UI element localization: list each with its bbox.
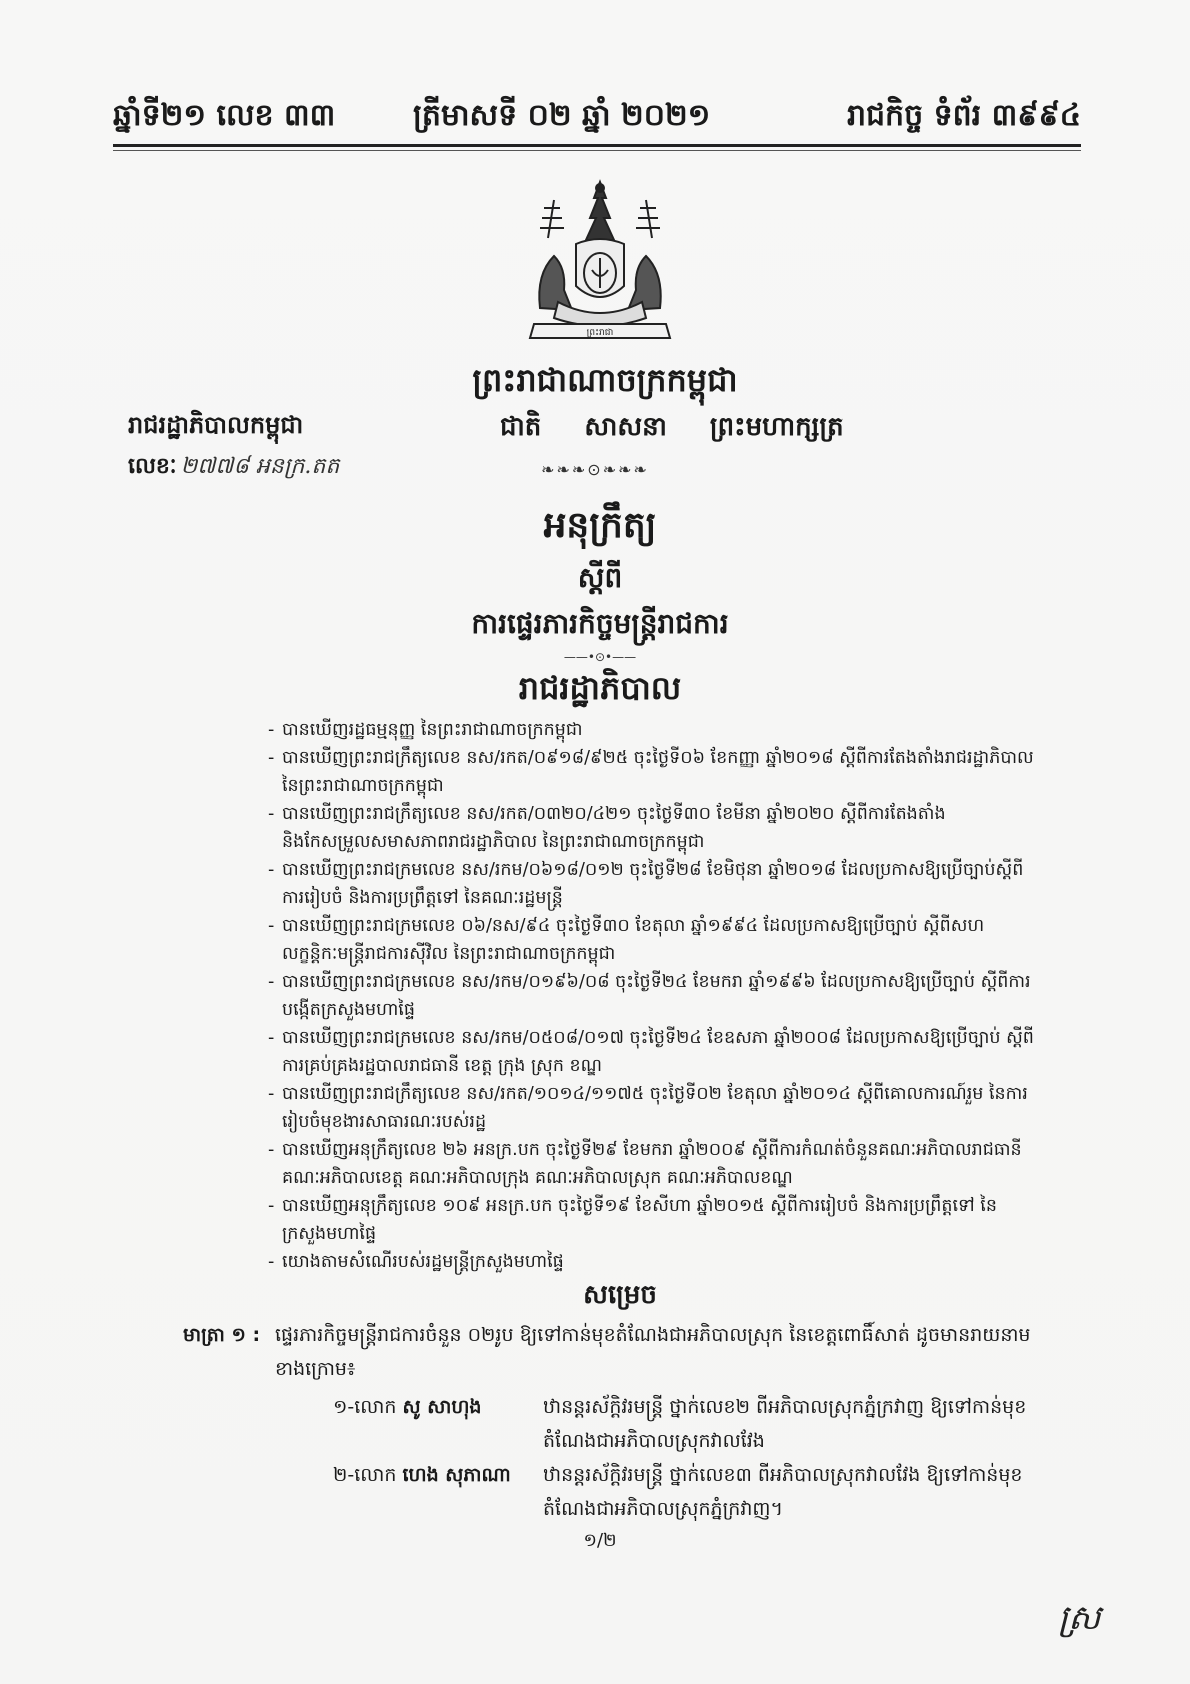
motto-religion: សាសនា bbox=[584, 412, 667, 442]
preamble-item: - បានឃើញព្រះរាជក្រមលេខ នស/រកម/០៥០៨/០១៧ ចុះថ្ងៃទី២៤ ខែឧសភា ឆ្នាំ២០០៨ ដែលប្រកាសឱ្យប្រើច្បាប់ ស្ដីពីការគ្រប់គ្រងរដ្ឋបាលរាជធានី ខេត្ត ក្រុង ស្រុក ខណ្ឌ bbox=[268, 1024, 1038, 1080]
emblem-ribbon: ព្រះរាជា bbox=[586, 328, 614, 338]
article-1-label: មាត្រា ១ : bbox=[183, 1324, 261, 1346]
preamble-item: - បានឃើញរដ្ឋធម្មនុញ្ញ នៃព្រះរាជាណាចក្រកម្ពុជា bbox=[268, 716, 1038, 744]
title-issuer: រាជរដ្ឋាភិបាល bbox=[518, 669, 682, 707]
person-1-prefix: ១-លោក bbox=[333, 1396, 397, 1418]
preamble-item: - បានឃើញអនុក្រឹត្យលេខ ១០៩ អនក្រ.បក ចុះថ្ងៃទី១៩ ខែសីហា ឆ្នាំ២០១៥ ស្ដីពីការរៀបចំ និងការប្រព្រឹត្តទៅ នៃក្រសួងមហាផ្ទៃ bbox=[268, 1192, 1038, 1248]
person-entry-2 bbox=[333, 1458, 1053, 1528]
preamble-item: - យោងតាមសំណើរបស់រដ្ឋមន្ត្រីក្រសួងមហាផ្ទៃ bbox=[268, 1248, 1038, 1276]
title-divider: ——•⊙•—— bbox=[563, 650, 637, 664]
person-entry-1 bbox=[333, 1390, 1053, 1460]
person-1-description: ឋានន្តរស័ក្តិវរមន្ត្រី ថ្នាក់លេខ២ ពីអភិបាលស្រុកភ្នំក្រវាញ ឱ្យទៅកាន់មុខតំណែងជាអភិបាលស្រុកវាលវែង bbox=[543, 1396, 1027, 1452]
preamble-item: - បានឃើញព្រះរាជក្រមលេខ នស/រកម/០១៩៦/០៨ ចុះថ្ងៃទី២៤ ខែមករា ឆ្នាំ១៩៩៦ ដែលប្រកាសឱ្យប្រើច្បាប់ ស្ដីពីការបង្កើតក្រសួងមហាផ្ទៃ bbox=[268, 968, 1038, 1024]
preamble-item: - បានឃើញព្រះរាជក្រមលេខ ០៦/នស/៩៤ ចុះថ្ងៃទី៣០ ខែតុលា ឆ្នាំ១៩៩៤ ដែលប្រកាសឱ្យប្រើច្បាប់ ស្ដីពីសហលក្ខន្តិកៈមន្ត្រីរាជការស៊ីវិល នៃព្រះរាជាណាចក្រកម្ពុជា bbox=[268, 912, 1038, 968]
handwritten-initials: ស្រ bbox=[1058, 1598, 1101, 1638]
preamble-list bbox=[268, 716, 1038, 1276]
motto-king: ព្រះមហាក្សត្រ bbox=[709, 412, 844, 442]
royal-coat-of-arms-icon bbox=[520, 178, 680, 348]
header-issue: ឆ្នាំទី២១ លេខ ៣៣ bbox=[113, 98, 336, 133]
reference-label: លេខៈ bbox=[128, 454, 177, 479]
person-2-name bbox=[333, 1458, 511, 1492]
reference-handwritten: ២៧៧៨ អនក្រ.តត bbox=[180, 454, 340, 479]
person-2-prefix: ២-លោក bbox=[333, 1464, 397, 1486]
person-2-description: ឋានន្តរស័ក្តិវរមន្ត្រី ថ្នាក់លេខ៣ ពីអភិបាលស្រុកវាលវែង ឱ្យទៅកាន់មុខតំណែងជាអភិបាលស្រុកភ្នំក្រវាញ។ bbox=[543, 1464, 1023, 1520]
title-about: ស្ដីពី bbox=[577, 561, 623, 594]
header-page: រាជកិច្ច ទំព័រ ៣៩៩៤ bbox=[846, 98, 1081, 133]
issuing-government: រាជរដ្ឋាភិបាលកម្ពុជា bbox=[128, 411, 304, 439]
title-subject: ការផ្ទេរភារកិច្ចមន្ត្រីរាជការ bbox=[471, 607, 729, 640]
decision-heading: សម្រេច bbox=[583, 1280, 657, 1310]
person-1-name bbox=[333, 1390, 481, 1424]
article-1 bbox=[183, 1318, 1043, 1386]
preamble-item: - បានឃើញអនុក្រឹត្យលេខ ២៦ អនក្រ.បក ចុះថ្ងៃទី២៩ ខែមករា ឆ្នាំ២០០៩ ស្ដីពីការកំណត់ចំនួនគណៈអភិបាលរាជធានី គណៈអភិបាលខេត្ត គណៈអភិបាលក្រុង គណៈអភិបាលស្រុក គណៈអភិបាលខណ្ឌ bbox=[268, 1136, 1038, 1192]
preamble-item: - បានឃើញព្រះរាជក្រឹត្យលេខ នស/រកត/១០១៤/១១៧៥ ចុះថ្ងៃទី០២ ខែតុលា ឆ្នាំ២០១៤ ស្ដីពីគោលការណ៍រួម នៃការរៀបចំមុខងារសាធារណៈរបស់រដ្ឋ bbox=[268, 1080, 1038, 1136]
person-1-fullname: សូ សាហុង bbox=[402, 1396, 482, 1418]
header-rule-thin bbox=[113, 150, 1081, 151]
reference-number bbox=[128, 452, 339, 484]
preamble-item: - បានឃើញព្រះរាជក្រឹត្យលេខ នស/រកត/០៣២០/៤២១ ចុះថ្ងៃទី៣០ ខែមីនា ឆ្នាំ២០២០ ស្ដីពីការតែងតាំង និងកែសម្រួលសមាសភាពរាជរដ្ឋាភិបាល នៃព្រះរាជាណាចក្រកម្ពុជា bbox=[268, 800, 1038, 856]
kingdom-name: ព្រះរាជាណាចក្រកម្ពុជា bbox=[472, 361, 738, 399]
header-rule bbox=[113, 144, 1081, 147]
header-quarter: ត្រីមាសទី ០២ ឆ្នាំ ២០២១ bbox=[413, 98, 711, 133]
document-type-title: អនុក្រឹត្យ bbox=[543, 505, 657, 546]
gazette-header bbox=[113, 96, 1081, 140]
article-1-text: ផ្ទេរភារកិច្ចមន្ត្រីរាជការចំនួន ០២រូប ឱ្យទៅកាន់មុខតំណែងជាអភិបាលស្រុក នៃខេត្តពោធិ៍សាត់ ដូចមានរាយនាមខាងក្រោម៖ bbox=[275, 1324, 1031, 1380]
preamble-item: - បានឃើញព្រះរាជក្រឹត្យលេខ នស/រកត/០៩១៨/៩២៥ ចុះថ្ងៃទី០៦ ខែកញ្ញា ឆ្នាំ២០១៨ ស្ដីពីការតែងតាំងរាជរដ្ឋាភិបាល នៃព្រះរាជាណាចក្រកម្ពុជា bbox=[268, 744, 1038, 800]
person-2-fullname: ហេង សុភាណា bbox=[402, 1464, 511, 1486]
preamble-item: - បានឃើញព្រះរាជក្រមលេខ នស/រកម/០៦១៨/០១២ ចុះថ្ងៃទី២៨ ខែមិថុនា ឆ្នាំ២០១៨ ដែលប្រកាសឱ្យប្រើច្បាប់ស្ដីពីការរៀបចំ និងការប្រព្រឹត្តទៅ នៃគណៈរដ្ឋមន្ត្រី bbox=[268, 856, 1038, 912]
motto-nation: ជាតិ bbox=[500, 412, 542, 442]
page-number: ១/២ bbox=[583, 1530, 617, 1551]
national-motto bbox=[500, 410, 844, 448]
ornament-divider: ❧❧❧⊙❧❧❧ bbox=[541, 460, 649, 479]
